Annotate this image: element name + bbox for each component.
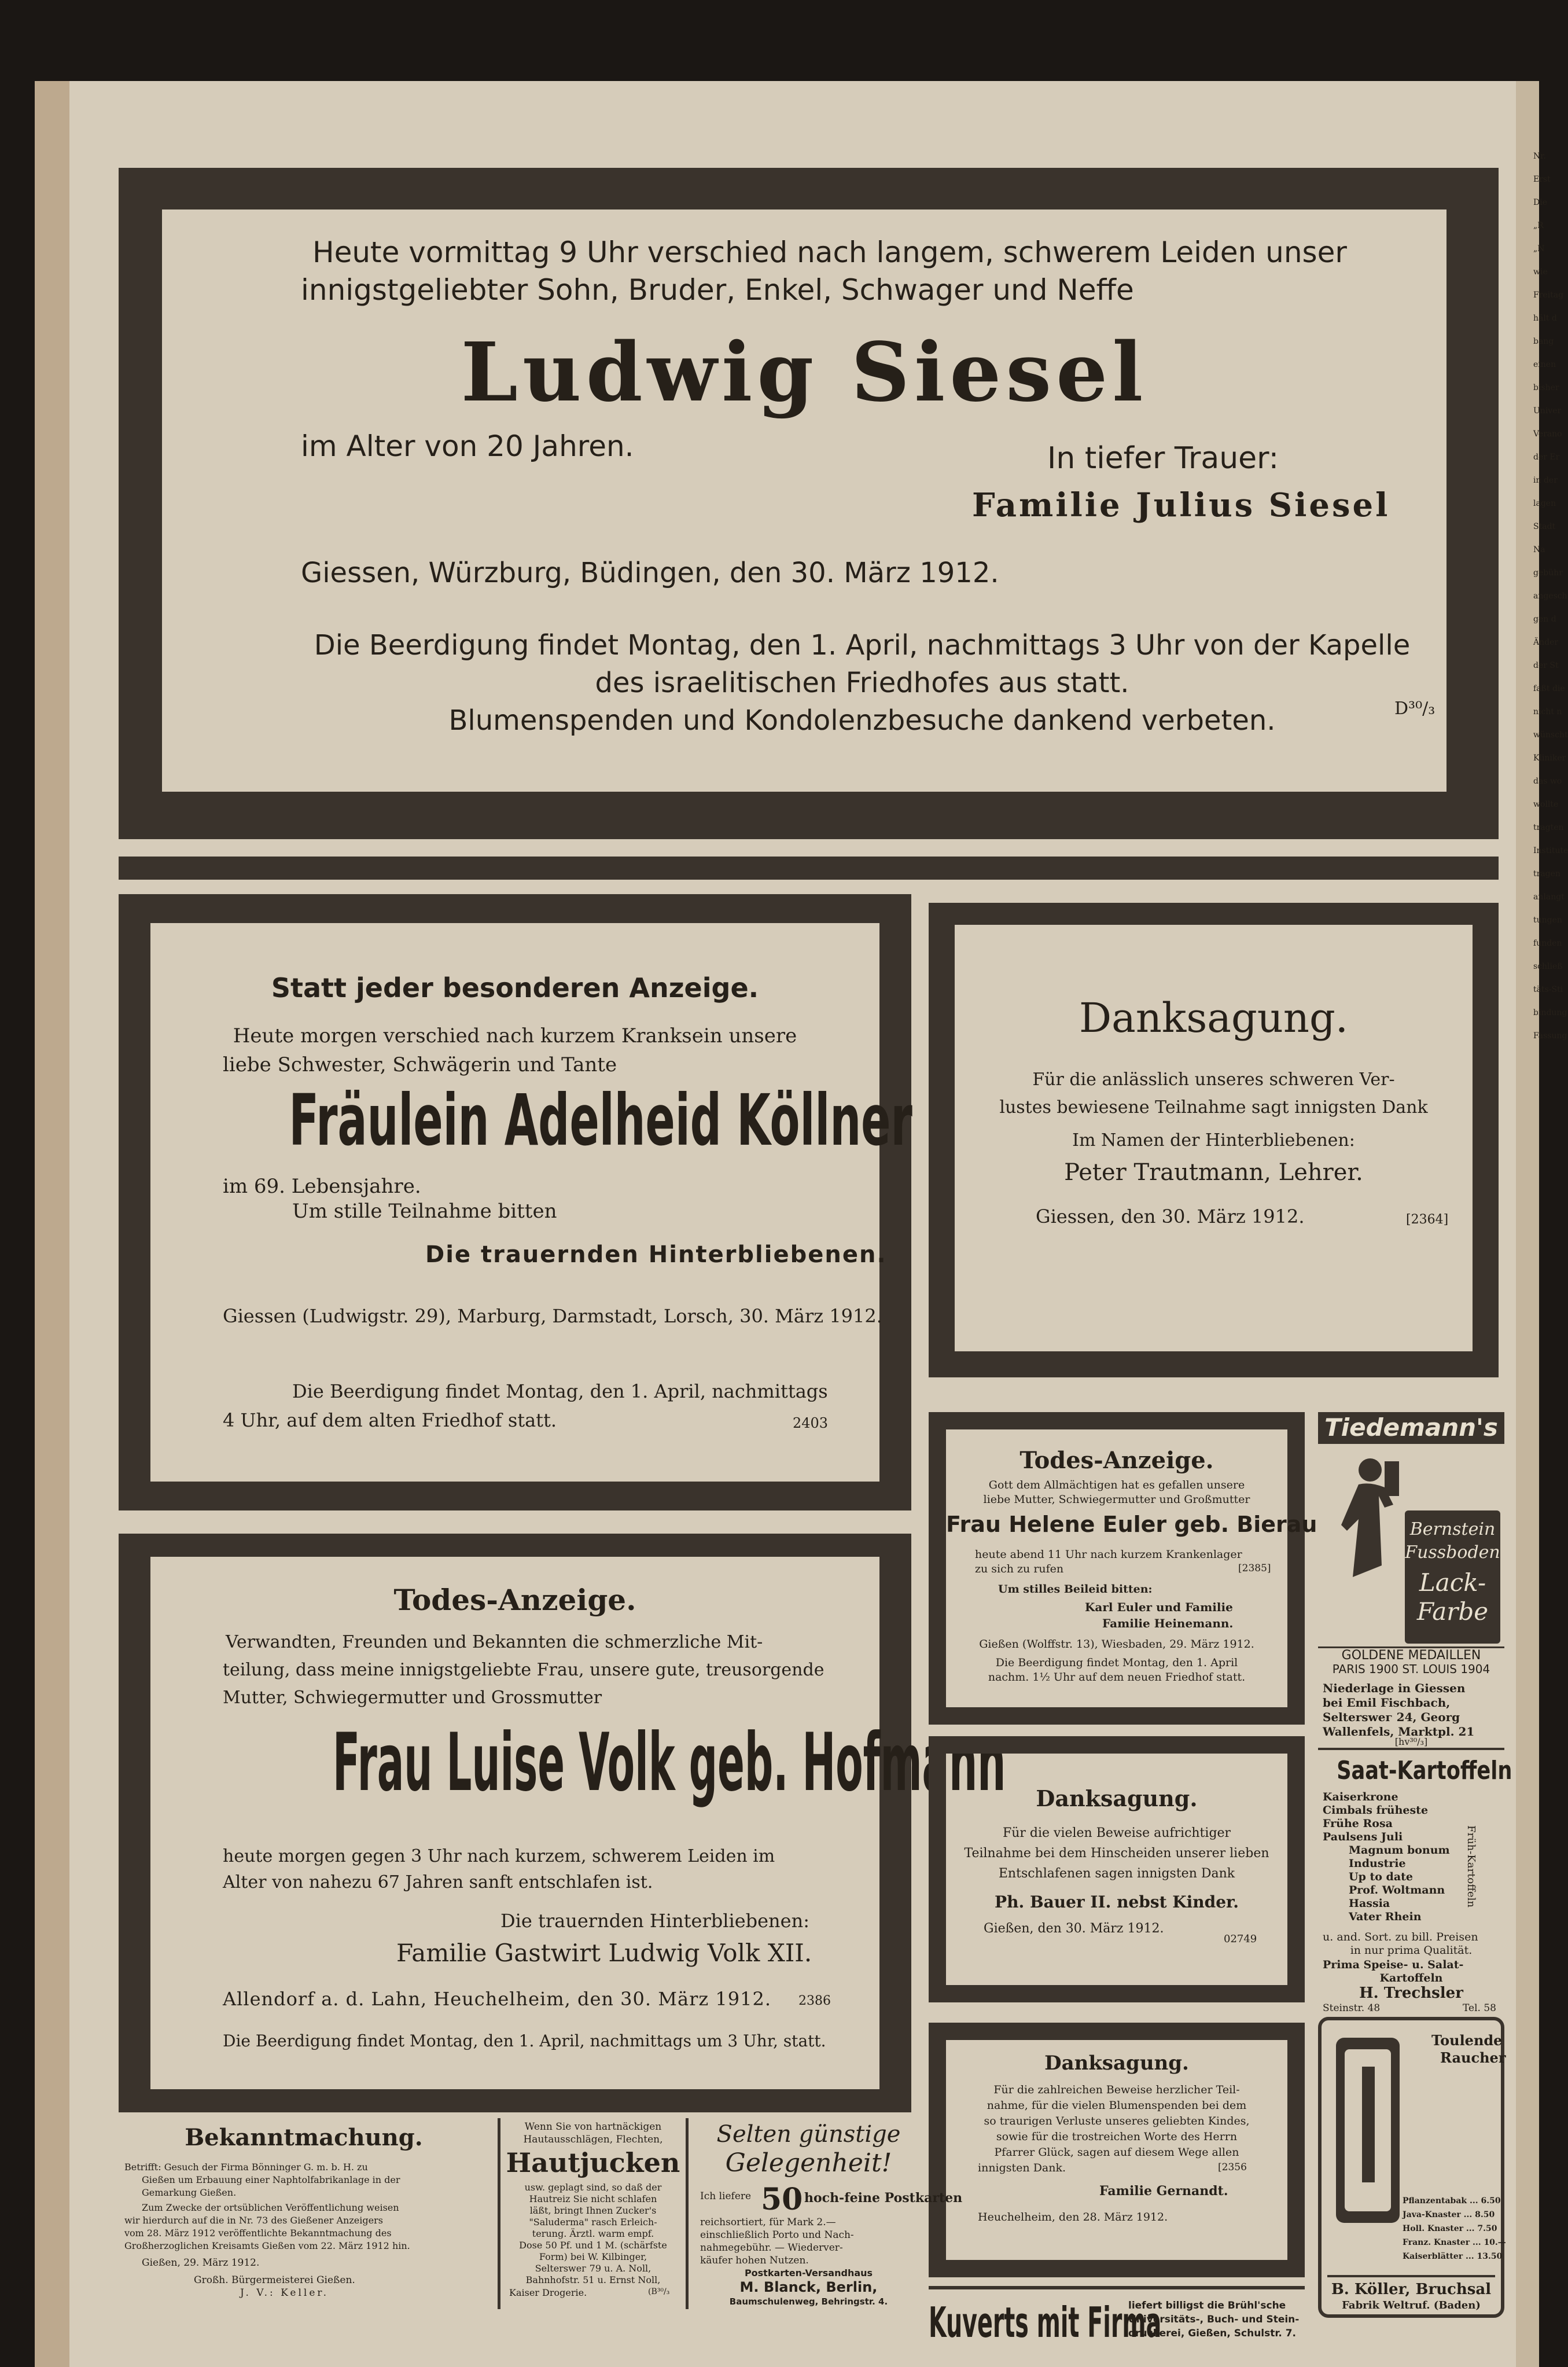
siesel-code: D³⁰/₃ [1394,699,1436,719]
euler-place: Gießen (Wolffstr. 13), Wiesbaden, 29. März 1912. [979,1638,1254,1651]
trautmann-notice [929,903,1499,1377]
edge-fragment: angesch [1533,591,1567,601]
koellner-place: Giessen (Ludwigstr. 29), Marburg, Darmstadt, Lorsch, 30. März 1912. [223,1305,882,1327]
page-left-edge [35,81,69,2367]
tiedemann-label3: Lack- [1419,1568,1486,1597]
edge-fragment: wie [1533,267,1548,277]
gernandt-place: Heuchelheim, den 28. März 1912. [978,2211,1168,2223]
bekanntmachung-line6: vom 28. März 1912 veröffentlichte Bekanntmachung des [124,2228,392,2239]
siesel-burial1: Die Beerdigung findet Montag, den 1. April, nachmittags 3 Uhr von der Kapelle [314,629,1411,661]
koellner-line2: liebe Schwester, Schwägerin und Tante [223,1053,617,1076]
trautmann-code: [2364] [1406,1212,1449,1227]
kartoffeln-line4: Kartoffeln [1379,1972,1443,1984]
volk-notice [119,1534,1006,2112]
volk-line4: heute morgen gegen 3 Uhr nach kurzem, schwerem Leiden im [223,1846,775,1866]
gernandt-heading: Danksagung. [1044,2052,1189,2075]
bauer-name: Ph. Bauer II. nebst Kinder. [995,1892,1239,1912]
tabak-price-item: Franz. Knaster ... 10.— [1403,2238,1506,2247]
koellner-request: Um stille Teilnahme bitten [292,1200,557,1223]
volk-name: Frau Luise Volk geb. Hofmann [333,1716,1006,1809]
horizontal-rule [119,857,1499,880]
tiedemann-medal1: GOLDENE MEDAILLEN [1318,1646,1504,1663]
edge-fragment: Nr. [1533,152,1546,161]
kartoffeln-variety: Hassia [1349,1897,1390,1910]
siesel-family: Familie Julius Siesel [972,486,1390,524]
gernandt-name: Familie Gernandt. [1099,2184,1228,2199]
euler-notice [929,1412,1317,1725]
bekanntmachung-heading: Bekanntmachung. [185,2124,423,2151]
bauer-place: Gießen, den 30. März 1912. [984,1921,1164,1936]
kartoffeln-variety: Cimbals früheste [1323,1804,1429,1817]
hautjucken-code: (B³⁰/₃ [648,2287,670,2296]
hautjucken-line3: usw. geplagt sind, so daß der [524,2182,662,2193]
kuverts-ad [929,2286,1305,2350]
hautjucken-line4: Hautreiz Sie nicht schlafen [529,2193,657,2204]
volk-burial: Die Beerdigung findet Montag, den 1. April, nachmittags um 3 Uhr, statt. [223,2031,826,2050]
kartoffeln-variety: Paulsens Juli [1323,1831,1403,1843]
hautjucken-line5: läßt, bringt Ihnen Zucker's [529,2205,657,2216]
siesel-mourning: In tiefer Trauer: [1047,441,1279,476]
euler-code: [2385] [1238,1563,1271,1574]
siesel-age: im Alter von 20 Jahren. [301,429,634,463]
hautjucken-line1: Wenn Sie von hartnäckigen [524,2121,662,2133]
siesel-burial3: Blumenspenden und Kondolenzbesuche dankend verbeten. [448,704,1276,737]
hautjucken-line9: Form) bei W. Kilbinger, [539,2251,647,2262]
edge-fragment: täts-Sti [1533,985,1563,994]
bekanntmachung-line1: Betrifft: Gesuch der Firma Bönninger G. m. b. H. zu [124,2162,368,2173]
edge-fragment: hält d [1533,314,1557,323]
euler-heading: Todes-Anzeige. [1019,1447,1214,1474]
bauer-line3: Entschlafenen sagen innigsten Dank [998,1866,1235,1881]
kartoffeln-tel: Tel. 58 [1463,2002,1496,2014]
euler-line6: Karl Euler und Familie [1085,1600,1233,1614]
hautjucken-line6: "Saluderma" rasch Erleich- [529,2217,657,2228]
kartoffeln-variety: Up to date [1349,1870,1413,1883]
bekanntmachung-line3: Gemarkung Gießen. [142,2187,237,2198]
gernandt-code: [2356 [1218,2162,1247,2173]
edge-fragment: Stadt [1533,522,1556,531]
edge-fragment: gebühr [1533,568,1563,578]
kartoffeln-seller: H. Trechsler [1359,1984,1463,2002]
euler-line5: Um stilles Beileid bitten: [998,1583,1153,1596]
edge-fragment: bindung [1533,1008,1567,1017]
edge-fragment: Institute [1533,846,1568,855]
trautmann-line3: Im Namen der Hinterbliebenen: [1072,1130,1355,1151]
euler-burial1: Die Beerdigung findet Montag, den 1. April [995,1656,1238,1669]
kartoffeln-variety: Industrie [1349,1857,1406,1870]
gernandt-line2: nahme, für die vielen Blumenspenden bei dem [987,2099,1247,2112]
kartoffeln-ad [1318,1748,1512,2014]
postkarten-line4: einschließlich Porto und Nach- [700,2229,854,2241]
bekanntmachung-line2: Gießen um Erbauung einer Naphtolfabrikanlage in der [142,2174,400,2185]
koellner-age: im 69. Lebensjahre. [223,1175,421,1198]
bekanntmachung-line4: Zum Zwecke der ortsüblichen Veröffentlichung weisen [142,2202,399,2213]
edge-fragment: bang [1533,337,1554,346]
postkarten-seller: M. Blanck, Berlin, [739,2279,878,2295]
edge-fragment: schließ [1533,962,1563,971]
postkarten-ad [694,2118,963,2309]
edge-fragment: Freitag [1533,291,1564,300]
woman-illustration-icon [1330,1450,1405,1583]
koellner-line1: Heute morgen verschied nach kurzem Kranksein unsere [233,1024,797,1047]
tiedemann-store3: Selterswег 24, Georg [1323,1710,1460,1724]
tiedemann-medal2: PARIS 1900 ST. LOUIS 1904 [1332,1662,1490,1676]
kartoffeln-line3: Prima Speise- u. Salat- [1323,1958,1464,1971]
edge-fragment: einen [1533,360,1556,369]
euler-line1: Gott dem Allmächtigen hat es gefallen unsere [988,1479,1245,1491]
euler-line3: heute abend 11 Uhr nach kurzem Krankenlager [975,1548,1242,1561]
tabak-price-item: Holl. Knaster ... 7.50 [1403,2224,1497,2233]
edge-fragment: das wo [1533,777,1562,786]
euler-line7: Familie Heinemann. [1102,1616,1234,1630]
koellner-burial1: Die Beerdigung findet Montag, den 1. April, nachmittags [292,1380,828,1402]
postkarten-line1: Ich liefere [700,2190,752,2202]
koellner-mourners: Die trauernden Hinterbliebenen. [425,1241,887,1268]
trautmann-line1: Für die anlässlich unseres schweren Ver- [1032,1069,1395,1090]
bauer-code: 02749 [1224,1933,1257,1945]
bekanntmachung-signer: J. V.: Keller. [240,2287,329,2299]
gernandt-notice [929,2023,1305,2277]
edge-fragment: tragen [1533,869,1560,879]
kartoffeln-variety: Vater Rhein [1349,1910,1422,1923]
tabak-firm-bar [1327,2275,1495,2277]
tabak-head2: Raucher [1440,2049,1506,2066]
edge-fragment: tungen [1533,916,1562,925]
tabak-sub: Fabrik Weltruf. (Baden) [1342,2299,1481,2311]
edge-fragment: Verano [1533,429,1562,439]
kartoffeln-list [1323,1791,1476,1924]
tabak-price-item: Java-Knaster ... 8.50 [1403,2210,1495,2219]
tabak-head1: Toulende [1431,2032,1503,2049]
postkarten-address: Baumschulenweg, Behringstr. 4. [729,2296,888,2307]
tiedemann-store2: bei Emil Fischbach, [1323,1696,1451,1710]
volk-place: Allendorf a. d. Lahn, Heuchelheim, den 30. März 1912. [223,1988,771,2010]
hautjucken-line11: Bahnhofstr. 51 u. Ernst Noll, [525,2274,661,2285]
postkarten-line6: käufer hohen Nutzen. [700,2255,809,2266]
pipe-package-icon [1330,2032,1405,2229]
kartoffeln-line2: in nur prima Qualität. [1350,1944,1473,1957]
tiedemann-can [1405,1510,1500,1644]
tabak-ad [1318,2017,1504,2318]
edge-fragment: der St [1533,661,1559,670]
gernandt-line6: innigsten Dank. [978,2162,1066,2174]
siesel-notice [119,168,1499,839]
koellner-code: 2403 [793,1415,829,1431]
newspaper-page [35,81,1568,2367]
tiedemann-label4: Farbe [1416,1597,1489,1626]
tiedemann-code: [hv³⁰/₃] [1394,1736,1428,1747]
tiedemann-ad [1318,1412,1504,1748]
tiedemann-store1: Niederlage in Giessen [1323,1681,1466,1695]
tiedemann-brand: Tiedemann's [1324,1413,1498,1442]
tabak-price-list [1403,2194,1504,2263]
edge-fragment: in der [1533,476,1558,485]
koellner-heading: Statt jeder besonderen Anzeige. [271,972,759,1004]
hautjucken-line10: Selterswег 79 u. A. Noll, [535,2263,652,2274]
bekanntmachung-line5: wir hierdurch auf die in Nr. 73 des Gießener Anzeigers [124,2215,383,2226]
kartoffeln-side: Früh-Kartoffeln [1465,1825,1477,1908]
kartoffeln-line1: u. and. Sort. zu bill. Preisen [1323,1931,1478,1943]
siesel-line2: innigstgeliebter Sohn, Bruder, Enkel, Schwager und Neffe [301,273,1134,307]
postkarten-big: 50 [761,2182,803,2217]
edge-fragment: Die [1533,198,1547,207]
tabak-price-item: Pflanzentabak ... 6.50 [1403,2196,1501,2206]
edge-fragment: gen d [1533,615,1556,624]
bekanntmachung-office: Großh. Bürgermeisterei Gießen. [194,2274,355,2286]
next-page-column-fragments [1533,145,1568,2286]
bekanntmachung-line7: Großherzoglichen Kreisamts Gießen vom 22. März 1912 hin. [124,2240,410,2251]
euler-line2: liebe Mutter, Schwiegermutter und Großmutter [983,1493,1250,1506]
kartoffeln-variety: Kaiserkrone [1323,1791,1398,1803]
koellner-burial2: 4 Uhr, auf dem alten Friedhof statt. [223,1409,557,1431]
hautjucken-line8: Dose 50 Pf. und 1 M. (schärfste [519,2240,667,2251]
kartoffeln-variety: Magnum bonum [1349,1844,1450,1857]
siesel-place: Giessen, Würzburg, Büdingen, den 30. März 1912. [301,557,999,589]
edge-fragment: wollte [1533,800,1559,809]
hautjucken-title: Hautjucken [506,2147,680,2178]
trautmann-line2: lustes bewiesene Teilnahme sagt innigsten Dank [999,1097,1428,1118]
siesel-line1: Heute vormittag 9 Uhr verschied nach langem, schwerem Leiden unser [312,236,1347,269]
edge-fragment: Änder [1533,638,1559,647]
edge-fragment: lagen [1533,499,1556,508]
tiedemann-label2: Fussboden [1405,1542,1500,1563]
kuverts-big: Kuverts mit Firma [929,2298,1162,2347]
bauer-line2: Teilnahme bei dem Hinscheiden unserer lieben [964,1846,1269,1861]
siesel-name: Ludwig Siesel [461,325,1148,420]
volk-line5: Alter von nahezu 67 Jahren sanft entschlafen ist. [223,1872,653,1892]
volk-line3: Mutter, Schwiegermutter und Grossmutter [223,1688,602,1708]
kartoffeln-variety: Frühe Rosa [1323,1817,1393,1830]
gernandt-line4: sowie für die trostreichen Worte des Herrn [996,2130,1238,2143]
volk-line6: Die trauernden Hinterbliebenen: [500,1910,809,1932]
trautmann-place: Giessen, den 30. März 1912. [1036,1205,1305,1227]
edge-fragment: Fassung [1533,1031,1567,1041]
edge-fragment: nicht n [1533,707,1562,716]
edge-fragment: wünscht [1533,730,1568,740]
postkarten-line7: Postkarten-Versandhaus [744,2267,873,2278]
postkarten-line2: hoch-feine Postkarten [804,2190,963,2206]
postkarten-headline2: Gelegenheit! [725,2148,892,2178]
tabak-firm: B. Köller, Bruchsal [1331,2281,1492,2298]
kuverts-line1: liefert billigst die Brühl'sche [1128,2300,1286,2311]
gernandt-line1: Für die zahlreichen Beweise herzlicher Teil- [993,2083,1240,2096]
edge-fragment: anlangt [1533,892,1565,902]
hautjucken-ad [498,2118,689,2309]
tabak-price-item: Kaiserblätter ... 13.50 [1403,2252,1503,2261]
edge-fragment: Univer [1533,406,1562,416]
koellner-notice [119,894,911,1510]
trautmann-heading: Danksagung. [1079,994,1349,1042]
kartoffeln-address: Steinstr. 48 [1323,2002,1381,2014]
bauer-heading: Danksagung. [1036,1785,1198,1811]
bekanntmachung-place: Gießen, 29. März 1912. [142,2257,260,2269]
euler-line4: zu sich zu rufen [975,1563,1064,1575]
edge-fragment: Erst [1533,175,1551,184]
edge-fragment: Kliniker [1533,754,1566,763]
volk-line1: Verwandten, Freunden und Bekannten die schmerzliche Mit- [226,1632,763,1652]
volk-line2: teilung, dass meine innigstgeliebte Frau, unsere gute, treusorgende [223,1660,825,1680]
tiedemann-label1: Bernstein [1409,1519,1496,1539]
siesel-burial2: des israelitischen Friedhofes aus statt. [595,667,1129,699]
volk-heading: Todes-Anzeige. [393,1583,636,1617]
volk-family: Familie Gastwirt Ludwig Volk XII. [396,1939,812,1967]
postkarten-headline1: Selten günstige [716,2121,901,2148]
volk-code: 2386 [798,1994,831,2008]
bekanntmachung-notice [119,2118,489,2309]
bauer-notice [929,1736,1305,2002]
edge-fragment: der Er [1533,453,1560,462]
kartoffeln-variety: Prof. Woltmann [1349,1884,1445,1896]
euler-name: Frau Helene Euler geb. Bierau [946,1512,1317,1537]
tiedemann-store4: Wallenfels, Marktpl. 21 [1323,1725,1475,1739]
edge-fragment: „R [1533,221,1544,230]
koellner-name: Fräulein Adelheid Köllner [289,1079,912,1162]
edge-fragment: „N [1533,244,1545,253]
edge-fragment: Na [1533,545,1545,554]
edge-fragment: faßt die [1533,684,1565,693]
hautjucken-line12: Kaiser Drogerie. [509,2287,587,2298]
postkarten-line5: nahmegebühr. — Wiederver- [700,2242,843,2254]
edge-fragment: bisher [1533,383,1559,392]
trautmann-name: Peter Trautmann, Lehrer. [1064,1159,1363,1186]
kuverts-line3: druckerei, Gießen, Schulstr. 7. [1128,2328,1296,2339]
kartoffeln-title: Saat-Kartoffeln [1337,1756,1512,1785]
hautjucken-line2: Hautausschlägen, Flechten, [523,2134,663,2145]
postkarten-line3: reichsortiert, für Mark 2.— [700,2217,836,2228]
edge-fragment: tragten [1533,823,1564,832]
hautjucken-line7: terung. Ärztl. warm empf. [532,2228,654,2239]
bauer-line1: Für die vielen Beweise aufrichtiger [1002,1826,1231,1840]
gernandt-line3: so traurigen Verluste unseres geliebten Kindes, [984,2115,1250,2127]
euler-burial2: nachm. 1½ Uhr auf dem neuen Friedhof statt. [988,1671,1246,1684]
gernandt-line5: Pfarrer Glück, sagen auf diesem Wege allen [994,2146,1239,2159]
kuverts-line2: Universitäts-, Buch- und Stein- [1128,2314,1300,2325]
edge-fragment: funden [1533,939,1562,948]
